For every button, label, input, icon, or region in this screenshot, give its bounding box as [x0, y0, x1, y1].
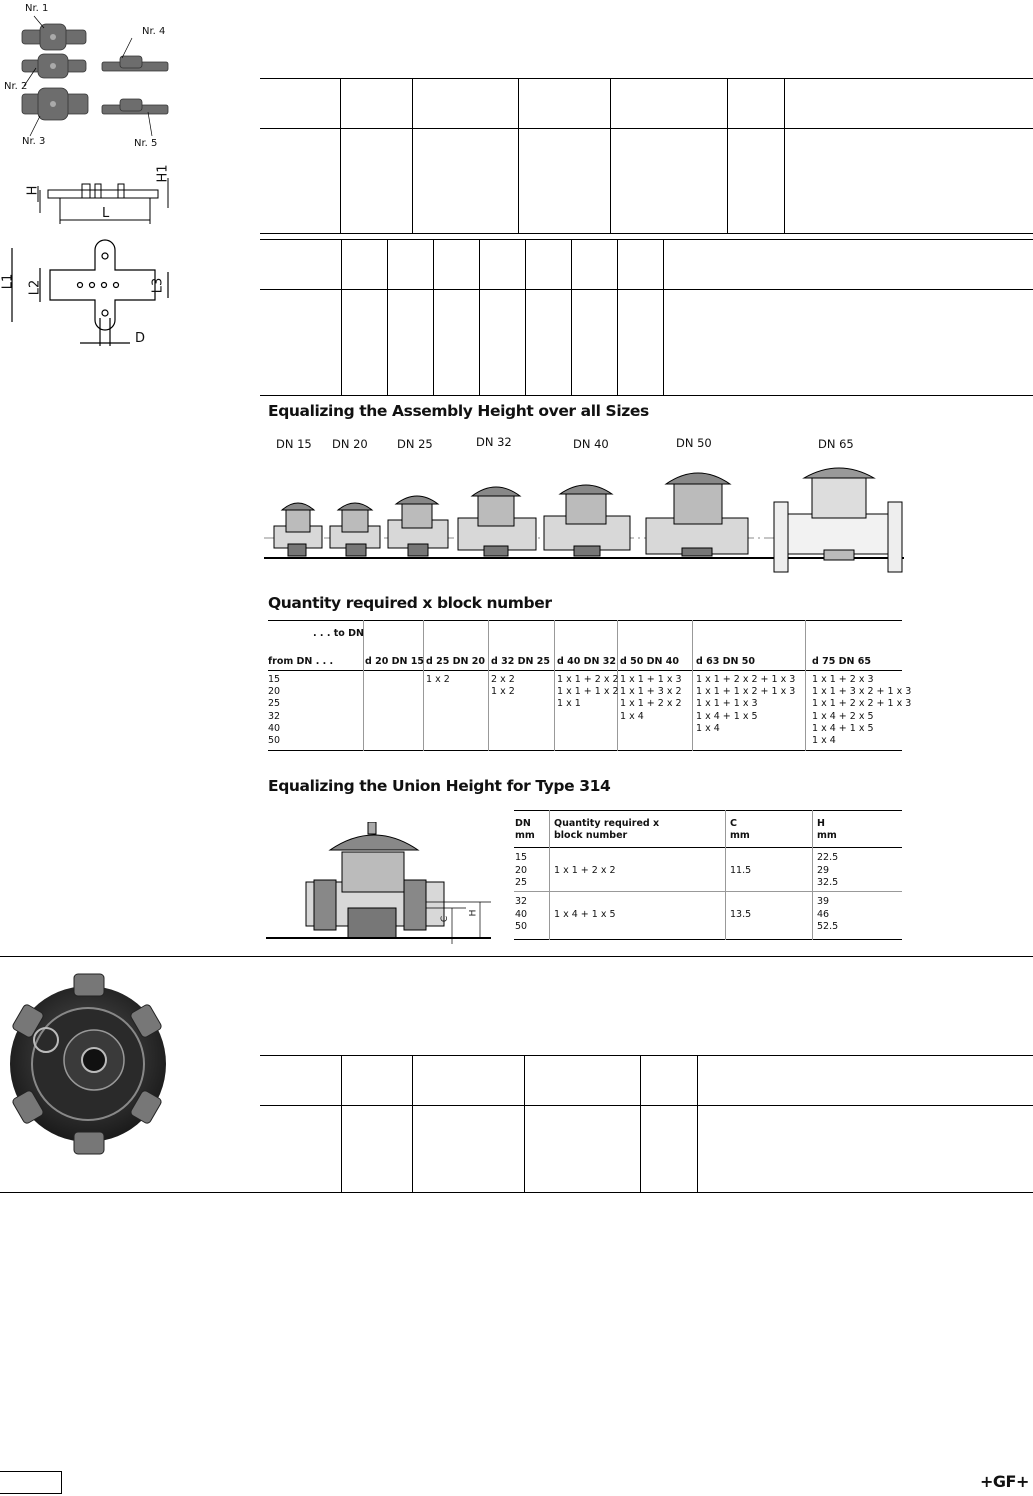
quantity-cell: 1 x 1 + 1 x 3 — [620, 674, 682, 685]
union-group-2-qty: 1 x 4 + 1 x 5 — [554, 909, 616, 920]
union-header-h-unit: mm — [817, 830, 837, 841]
from-dn-value: 32 — [268, 710, 281, 722]
union-header-qty-line2: block number — [554, 830, 628, 841]
union-group-2-h — [817, 896, 838, 934]
union-height-table — [514, 810, 902, 940]
qty-col-header: d 40 DN 32 — [557, 656, 616, 667]
union-dn-value: 32 — [515, 896, 528, 907]
quantity-cell: 1 x 1 + 2 x 2 + 1 x 3 — [812, 698, 912, 710]
union-h-value: 46 — [817, 908, 830, 920]
section-divider — [0, 956, 1033, 957]
union-header-dn-unit: mm — [515, 830, 535, 841]
dn-label-50: DN 50 — [676, 436, 712, 450]
union-h-value: 29 — [817, 864, 830, 876]
quantity-cell: 1 x 2 — [426, 674, 450, 685]
dim-label-h: H — [25, 185, 41, 196]
type-314-valve-drawing — [266, 822, 494, 944]
quantity-cell: 1 x 4 + 1 x 5 — [696, 710, 758, 722]
dn-label-25: DN 25 — [397, 437, 433, 451]
union-height-title: Equalizing the Union Height for Type 314 — [268, 777, 611, 795]
union-h-value: 39 — [817, 896, 830, 907]
block-label-2: Nr. 2 — [4, 81, 28, 92]
qty-col-header: d 50 DN 40 — [620, 656, 679, 667]
quantity-cell: 1 x 4 + 1 x 5 — [812, 722, 874, 734]
quantity-cell: 1 x 1 — [557, 698, 581, 710]
union-h-value: 32.5 — [817, 877, 839, 888]
block-label-5: Nr. 5 — [134, 138, 158, 149]
from-dn-value: 50 — [268, 735, 281, 747]
quantity-cell: 1 x 1 + 2 x 2 — [620, 698, 682, 710]
quantity-cell: 1 x 1 + 2 x 2 — [557, 674, 619, 685]
union-header-c — [730, 818, 750, 842]
union-h-value: 22.5 — [817, 852, 839, 863]
union-dn-value: 15 — [515, 852, 528, 863]
quantity-cell: 1 x 1 + 1 x 3 — [696, 698, 758, 710]
handwheel-photo — [4, 968, 172, 1158]
union-dn-value: 25 — [515, 877, 528, 888]
quantity-cell: 1 x 1 + 1 x 2 + 1 x 3 — [696, 686, 796, 698]
quantity-cell: 1 x 2 — [491, 686, 515, 698]
dn-label-40: DN 40 — [573, 437, 609, 451]
quantity-cell: 1 x 1 + 3 x 2 + 1 x 3 — [812, 686, 912, 698]
dim-label-h1: H1 — [155, 164, 171, 183]
qty-col-header: d 63 DN 50 — [696, 656, 755, 667]
qty-col-header: d 20 DN 15 — [365, 656, 424, 667]
union-dim-c: C — [440, 915, 451, 923]
from-dn-value: 25 — [268, 698, 281, 710]
union-group-2-dn — [515, 896, 527, 934]
block-label-1: Nr. 1 — [25, 3, 49, 14]
union-group-1-c: 11.5 — [730, 865, 752, 876]
quantity-cell: 1 x 4 — [620, 710, 644, 722]
union-dn-value: 20 — [515, 864, 528, 876]
from-dn-value: 40 — [268, 722, 281, 734]
from-dn-value: 20 — [268, 686, 281, 698]
union-group-1-dn — [515, 852, 527, 890]
from-dn-list — [268, 674, 280, 747]
quantity-cell: 1 x 4 — [812, 735, 836, 746]
block-label-4: Nr. 4 — [142, 26, 166, 37]
union-header-c-label: C — [730, 818, 737, 829]
quantity-table-title: Quantity required x block number — [268, 594, 552, 612]
union-h-value: 52.5 — [817, 921, 839, 932]
union-header-qty-line1: Quantity required x — [554, 818, 660, 829]
assembly-height-title: Equalizing the Assembly Height over all Sizes — [268, 402, 649, 420]
union-header-dn-label: DN — [515, 818, 531, 829]
union-group-1-qty: 1 x 1 + 2 x 2 — [554, 865, 616, 876]
union-dn-value: 40 — [515, 908, 528, 920]
quantity-cell: 1 x 4 + 2 x 5 — [812, 710, 874, 722]
qty-col-header: d 32 DN 25 — [491, 656, 550, 667]
dn-label-65: DN 65 — [818, 437, 854, 451]
union-header-qty — [554, 818, 659, 842]
page-number-box — [0, 1471, 62, 1494]
union-dim-h: H — [468, 909, 479, 917]
qty-col-header: d 25 DN 20 — [426, 656, 485, 667]
dn-label-20: DN 20 — [332, 437, 368, 451]
dim-label-l2: L2 — [27, 279, 43, 296]
from-dn-label: from DN . . . — [268, 656, 334, 667]
quantity-cell: 1 x 1 + 2 x 2 + 1 x 3 — [696, 674, 796, 685]
block-label-3: Nr. 3 — [22, 136, 46, 147]
quantity-cell: 1 x 1 + 3 x 2 — [620, 686, 682, 698]
union-header-h — [817, 818, 837, 842]
dim-label-l1: L1 — [0, 273, 16, 290]
quantity-cell: 2 x 2 — [491, 674, 515, 685]
qty-col-header: d 75 DN 65 — [812, 656, 871, 667]
to-dn-label: . . . to DN — [313, 628, 364, 639]
gf-logo: +GF+ — [980, 1472, 1029, 1491]
quantity-cell: 1 x 1 + 1 x 2 — [557, 686, 619, 698]
union-header-h-label: H — [817, 818, 825, 829]
union-header-c-unit: mm — [730, 830, 750, 841]
dn-label-15: DN 15 — [276, 437, 312, 451]
union-dn-value: 50 — [515, 921, 528, 932]
union-header-dn — [515, 818, 535, 842]
quantity-cell: 1 x 1 + 2 x 3 — [812, 674, 874, 685]
top-view-drawing — [0, 238, 200, 353]
union-group-2-c: 13.5 — [730, 909, 752, 920]
dn-label-32: DN 32 — [476, 435, 512, 449]
quantity-table — [268, 620, 912, 752]
dim-label-l: L — [102, 206, 110, 221]
from-dn-value: 15 — [268, 674, 281, 685]
valve-lineup-drawing — [264, 462, 906, 574]
dim-label-l3: L3 — [150, 277, 166, 294]
quantity-cell: 1 x 4 — [696, 722, 720, 734]
union-group-1-h — [817, 852, 838, 890]
dim-label-d: D — [135, 331, 146, 346]
